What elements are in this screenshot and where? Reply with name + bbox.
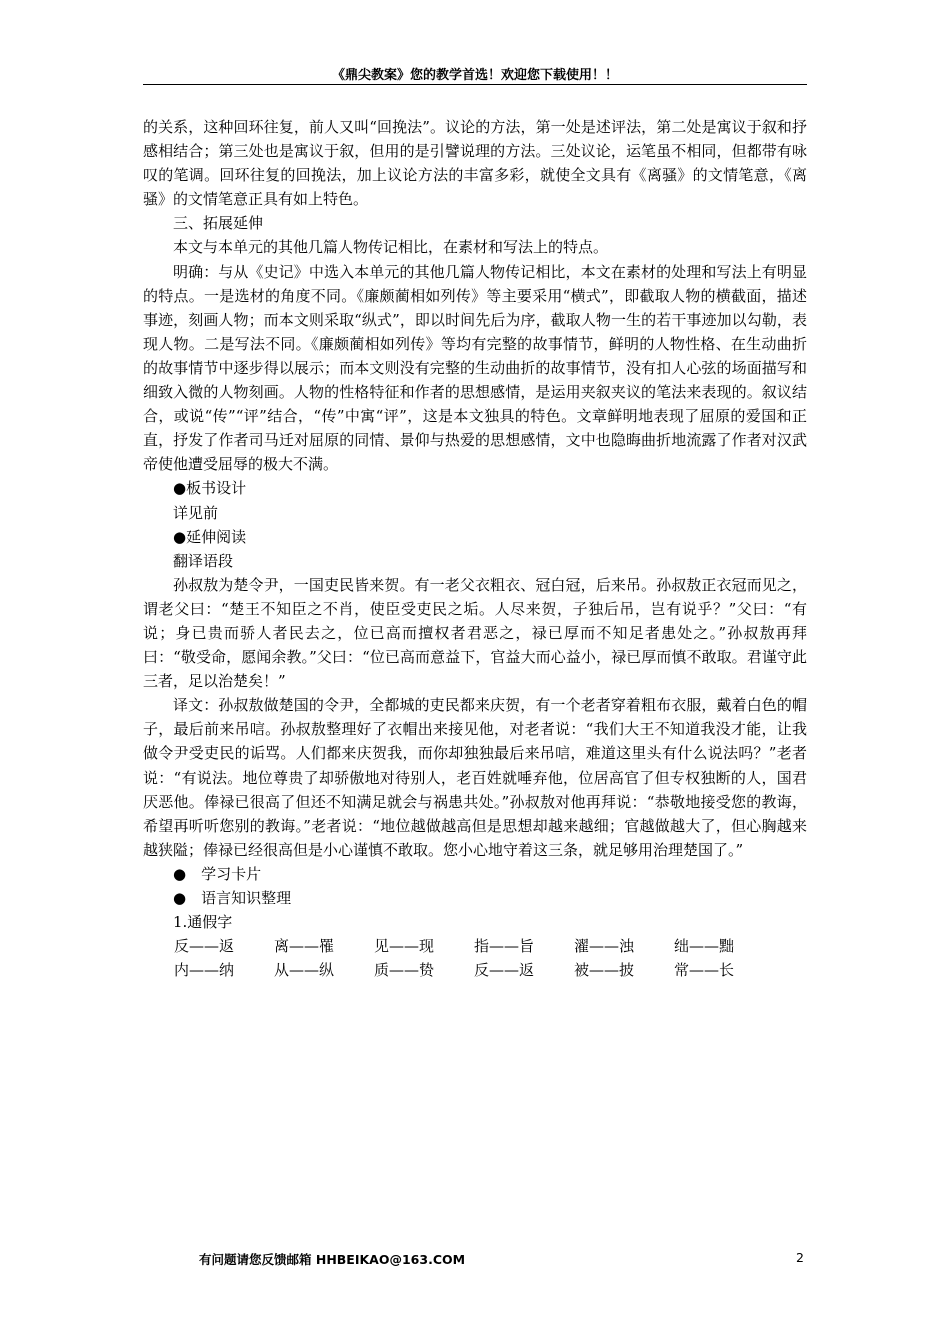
header-rule: [143, 84, 807, 85]
tongjia-pair: 内——纳: [174, 961, 235, 980]
tongjia-pair: 见——现: [374, 937, 435, 956]
tongjia-pair: 反——返: [474, 961, 535, 980]
heading-language-knowledge: ● 语言知识整理: [173, 889, 292, 907]
page-number: 2: [796, 1250, 804, 1265]
heading-translate-passage: 翻译语段: [173, 551, 234, 570]
tongjia-pair: 指——旨: [474, 937, 535, 956]
tongjia-table: [174, 934, 807, 982]
heading-tongjia-characters: 1.通假字: [173, 913, 233, 932]
tongjia-row: [174, 958, 807, 982]
tongjia-pair: 被——披: [574, 961, 635, 980]
paragraph-continuation: 的关系，这种回环往复，前人又叫“回挽法”。议论的方法，第一处是述评法，第二处是寓议于叙和抒感相结合；第三处也是寓议于叙，但用的是引譬说理的方法。三处议论，运笔虽不相同，但都带有咏叹的笔调。回环往复的回挽法，加上议论方法的丰富多彩，就使全文具有《离骚》的文情笔意，《离骚》的文情笔意正具有如上特色。: [143, 118, 807, 209]
question-paragraph: 本文与本单元的其他几篇人物传记相比，在素材和写法上的特点。: [173, 238, 609, 257]
tongjia-pair: 从——纵: [274, 961, 335, 980]
heading-study-card: ● 学习卡片: [173, 864, 262, 883]
see-above-text: 详见前: [173, 503, 219, 522]
answer-paragraph: 明确：与从《史记》中选入本单元的其他几篇人物传记相比，本文在素材的处理和写法上有明显的特点。一是选材的角度不同。《廉颇蔺相如列传》等主要采用“横式”，即截取人物的横截面，描述事迹，刻画人物；而本文则采取“纵式”，即以时间先后为序，截取人物一生的若干事迹加以勾勒，表现人物。二是写法不同。《廉颇蔺相如列传》等均有完整的故事情节，鲜明的人物性格、在生动曲折的故事情节中逐步得以展示；而本文则没有完整的生动曲折的故事情节，没有扣人心弦的场面描写和细致入微的人物刻画。人物的性格特征和作者的思想感情，是运用夹叙夹议的笔法来表现的。叙议结合，或说“传”“评”结合，“传”中寓“评”，这是本文独具的特色。文章鲜明地表现了屈原的爱国和正直，抒发了作者司马迁对屈原的同情、景仰与热爱的思想感情，文中也隐晦曲折地流露了作者对汉武帝使他遭受屈辱的极大不满。: [143, 262, 807, 474]
section-heading-extension: 三、拓展延伸: [173, 214, 264, 233]
translation-paragraph: 译文：孙叔敖做楚国的令尹，全都城的吏民都来庆贺，有一个老者穿着粗布衣服，戴着白色的帽子，最后前来吊唁。孙叔敖整理好了衣帽出来接见他，对老者说：“我们大王不知道我没才能，让我做令尹受吏民的诟骂。人们都来庆贺我，而你却独独最后来吊唁，难道这里头有什么说法吗？”老者说：“有说法。地位尊贵了却骄傲地对待别人，老百姓就唾弃他，位居高官了但专权独断的人，国君厌恶他。俸禄已很高了但还不知满足就会与祸患共处。”孙叔敖对他再拜说：“恭敬地接受您的教诲，希望再听听您别的教诲。”老者说：“地位越做越高但是思想却越来越细；官越做越大了，但心胸越来越狭隘；俸禄已经很高但是小心谨慎不敢取。您小心地守着这三条，就足够用治理楚国了。”: [143, 696, 807, 859]
footer-feedback-email: 有问题请您反馈邮箱 HHBEIKAO@163.COM: [199, 1252, 466, 1267]
tongjia-pair: 离——罹: [274, 937, 335, 956]
tongjia-pair: 绌——黜: [674, 937, 735, 956]
tongjia-pair: 濯——浊: [574, 937, 635, 956]
classical-passage: 孙叔敖为楚令尹，一国吏民皆来贺。有一老父衣粗衣、冠白冠，后来吊。孙叔敖正衣冠而见之，谓老父曰：“楚王不知臣之不肖，使臣受吏民之垢。人尽来贺，子独后吊，岂有说乎？”父曰：“有说；身已贵而骄人者民去之，位已高而擅权者君恶之，禄已厚而不知足者患处之。”孙叔敖再拜曰：“敬受命，愿闻余教。”父曰：“位已高而意益下，官益大而心益小，禄已厚而慎不敢取。君谨守此三者，足以治楚矣！”: [143, 575, 807, 691]
page-header: 《鼎尖教案》您的教学首选！欢迎您下载使用！！: [331, 68, 618, 83]
tongjia-row: [174, 934, 807, 958]
tongjia-pair: 常——长: [674, 961, 735, 980]
tongjia-pair: 反——返: [174, 937, 235, 956]
document-body: [143, 115, 807, 982]
tongjia-pair: 质——贽: [374, 961, 435, 980]
heading-board-design: ●板书设计: [173, 479, 247, 498]
heading-extended-reading: ●延伸阅读: [173, 527, 247, 546]
